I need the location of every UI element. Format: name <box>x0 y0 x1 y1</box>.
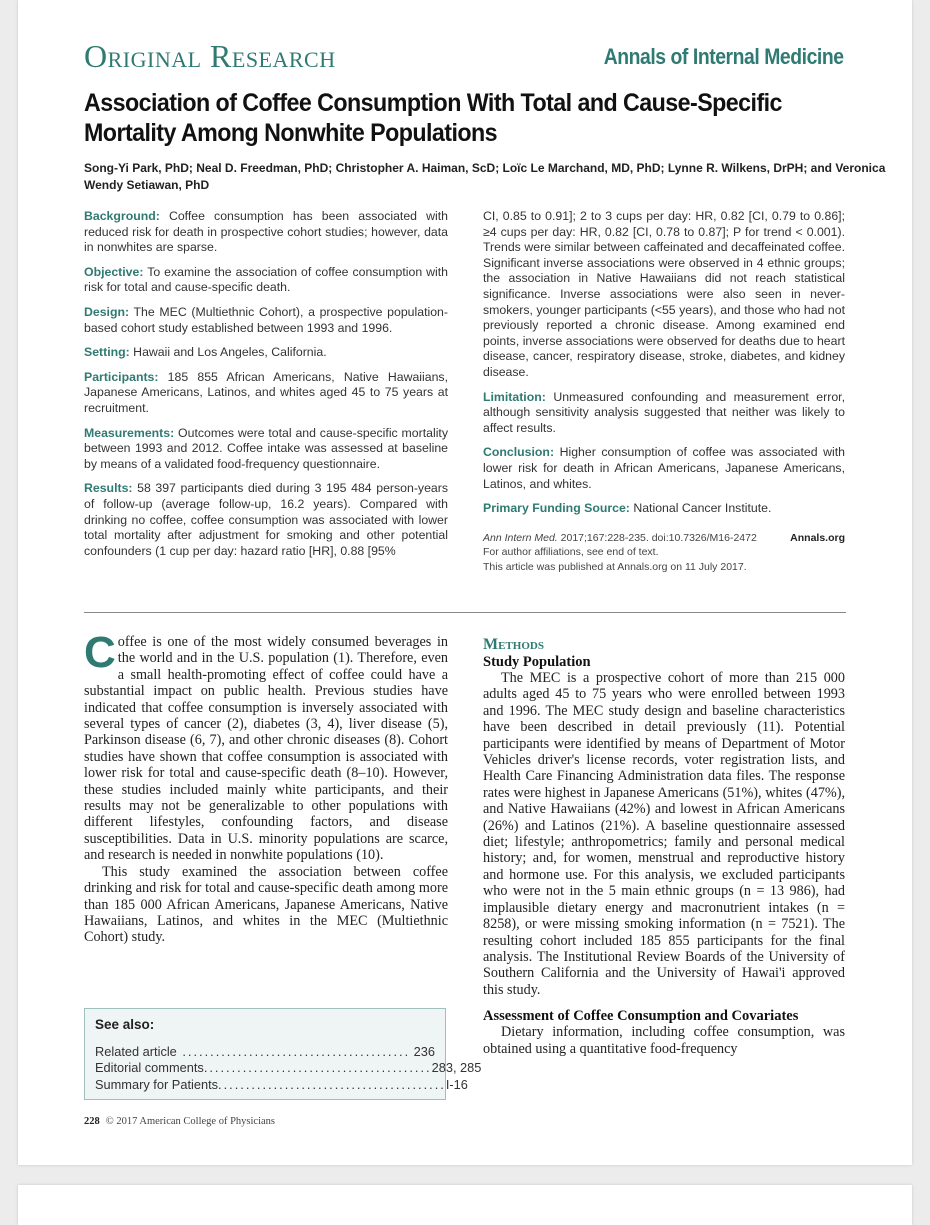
page-number: 228 <box>84 1116 100 1127</box>
abstract-results-continued: CI, 0.85 to 0.91]; 2 to 3 cups per day: HR, 0.82 [CI, 0.79 to 0.86]; ≥4 cups per day: HR, 0.82 [CI, 0.78 to 0.87]; P for trend < 0.001). Trends were similar between caffeinated and decaffeinated coffee. Significant inverse associations were observed in 4 ethnic groups; the association in Native Hawaiians did not reach statistical significance. Inverse associations were also seen in never-smokers, younger participants (<55 years), and those who had not previously reported a chronic disease. Among examined end points, inverse associations were observed for deaths due to heart disease, cancer, respiratory disease, stroke, diabetes, and kidney disease. <box>483 209 845 379</box>
section-label: Original Research <box>84 38 336 74</box>
body-left-column <box>84 628 448 946</box>
abstract-measurements <box>84 426 448 473</box>
text: The MEC (Multiethnic Cohort), a prospective population-based cohort study established between 1993 and 1996. <box>84 304 448 335</box>
see-also-heading: See also: <box>95 1017 155 1032</box>
abstract-design <box>84 305 448 336</box>
leader-dots: ......................................... <box>203 1060 432 1076</box>
published-note: This article was published at Annals.org on 11 July 2017. <box>483 560 747 573</box>
label: Conclusion: <box>483 445 555 460</box>
label: Summary for Patients <box>95 1076 219 1092</box>
abstract-right-column <box>483 209 845 574</box>
page: I-16 <box>445 1076 468 1092</box>
abstract-results <box>84 481 448 559</box>
abstract-conclusion <box>483 445 845 492</box>
intro-paragraph-1 <box>84 628 448 864</box>
text: Outcomes were total and cause-specific mortality between 1993 and 2012. Coffee intake was assessed at baseline by means of a validated food-frequency questionnaire. <box>84 425 448 471</box>
text: offee is one of the most widely consumed beverages in the world and in the U.S. population (1). Therefore, even a small health-promoting effect of coffee could have a substantial impact on public health. Previous studies have indicated that coffee consumption is inversely associated with several types of cancer (2), diabetes (3, 4), liver disease (5), Parkinson disease (6, 7), and other chronic diseases (8). Cohort studies have shown that coffee consumption is associated with lower risk for total and cause-specific death (8–10). However, these studies included mainly white participants, and their results may not be generalizable to other populations with different lifestyles, confounding factors, and disease susceptibilities. Data in U.S. minority populations are scarce, and research is needed in nonwhite populations (10). <box>84 634 448 864</box>
label: Related article <box>95 1043 177 1059</box>
text: Higher consumption of coffee was associated with lower risk for death in African Americans, Japanese Americans, Latinos, and whites. <box>483 445 845 491</box>
see-also-box <box>84 1008 482 1100</box>
author-list: Song-Yi Park, PhD; Neal D. Freedman, PhD; Christopher A. Haiman, ScD; Loïc Le Marchand, MD, PhD; Lynne R. Wilkens, DrPH; and Veronica Wendy Setiawan, PhD <box>84 161 886 192</box>
text: 185 855 African Americans, Native Hawaiians, Japanese Americans, Latinos, and whites aged 45 to 75 years at recruitment. <box>84 369 448 415</box>
text: Hawaii and Los Angeles, California. <box>129 345 327 360</box>
drop-cap: C <box>84 628 116 677</box>
text: To examine the association of coffee consumption with risk for total and cause-specific death. <box>84 264 448 295</box>
label: Results: <box>84 481 133 496</box>
study-population-heading: Study Population <box>483 654 591 670</box>
abstract-setting <box>84 345 448 361</box>
label: Setting: <box>84 345 130 360</box>
divider <box>84 612 846 613</box>
next-page <box>18 1185 912 1225</box>
abstract-left-column <box>84 209 448 568</box>
intro-paragraph-2: This study examined the association between coffee drinking and risk for total and cause-specific death among more than 185 000 African Americans, Japanese Americans, Native Hawaiians, Latinos, and whites in the MEC (Multiethnic Cohort) study. <box>84 863 448 946</box>
assessment-heading: Assessment of Coffee Consumption and Covariates <box>483 1008 799 1025</box>
affiliations-note: For author affiliations, see end of text. <box>483 546 659 559</box>
assessment-paragraph: Dietary information, including coffee consumption, was obtained using a quantitative food-frequency <box>483 1024 845 1057</box>
page-footer <box>84 1116 275 1127</box>
see-also-item[interactable] <box>95 1060 482 1077</box>
see-also-item[interactable] <box>95 1076 468 1094</box>
see-also-item[interactable] <box>95 1044 435 1061</box>
leader-dots: ......................................... <box>218 1076 446 1092</box>
methods-heading: Methods <box>483 636 544 653</box>
label: Editorial comments <box>95 1060 204 1076</box>
abstract-funding <box>483 501 845 517</box>
page: 236 <box>413 1043 435 1059</box>
abstract-objective <box>84 265 448 296</box>
page: 283, 285 <box>431 1060 482 1076</box>
label: Participants: <box>84 369 159 384</box>
text: 58 397 participants died during 3 195 484 person-years of follow-up (average follow-up, 16.2 years). Compared with drinking no coffee, coffee consumption was associated with lower total mortality after adjustment for smoking and other potential confounders (1 cup per day: hazard ratio [HR], 0.88 [95% <box>84 481 448 558</box>
text: Unmeasured confounding and measurement error, although sensitivity analysis suggested that neither was likely to affect results. <box>483 389 845 435</box>
label: Design: <box>84 304 130 319</box>
journal-name: Annals of Internal Medicine <box>604 44 844 69</box>
label: Limitation: <box>483 389 546 404</box>
citation-journal: Ann Intern Med. <box>483 531 558 544</box>
citation-block <box>483 531 845 575</box>
citation-ref: 2017;167:228-235. doi:10.7326/M16-2472 <box>557 531 757 544</box>
label: Background: <box>84 209 160 223</box>
copyright: © 2017 American College of Physicians <box>105 1116 275 1127</box>
text: National Cancer Institute. <box>629 501 772 516</box>
label: Measurements: <box>84 425 175 440</box>
abstract-participants <box>84 370 448 417</box>
label: Objective: <box>84 264 144 279</box>
study-population-paragraph: The MEC is a prospective cohort of more than 215 000 adults aged 45 to 75 years who were enrolled between 1993 and 1996. The MEC study design and baseline characteristics have been described in detail previously (11). Potential participants were identified by means of Department of Motor Vehicles driver's license records, voter registration lists, and Health Care Financing Administration data files. The response rates were highest in Japanese Americans (51%), whites (47%), and Native Hawaiians (42%) and lowest in African Americans (26%) and Latinos (21%). A baseline questionnaire assessed diet; lifestyle; anthropometrics; family and personal medical history; and, for women, menstrual and reproductive history and hormone use. For this analysis, we excluded participants who were not in the 5 main ethnic groups (n = 13 986), had implausible dietary energy and macronutrient intakes (n = 8258), or were missing smoking information (n = 7521). The resulting cohort included 185 855 participants for the final analysis. The Institutional Review Boards of the University of Southern California and the University of Hawai'i approved this study. <box>483 670 845 998</box>
label: Primary Funding Source: <box>483 501 630 516</box>
body-right-column <box>483 634 845 1057</box>
article-title: Association of Coffee Consumption With Total and Cause-Specific Mortality Among Nonwhite Populations <box>84 89 782 147</box>
abstract-limitation <box>483 390 845 437</box>
abstract-background <box>84 209 448 256</box>
leader-dots: ......................................... <box>176 1043 411 1059</box>
text: Coffee consumption has been associated with reduced risk for death in prospective cohort studies; however, data in nonwhites are sparse. <box>84 209 448 255</box>
document-page <box>18 0 912 1165</box>
annals-org-link[interactable]: Annals.org <box>790 531 845 544</box>
